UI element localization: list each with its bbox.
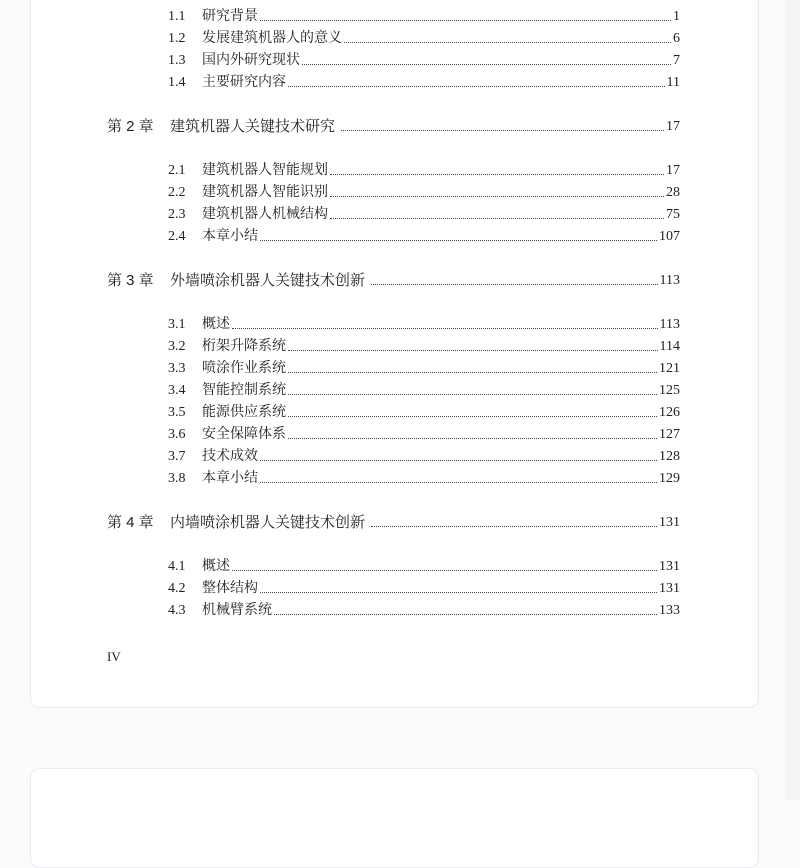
toc-number: 第 4 章 <box>107 514 154 531</box>
toc-number: 3.6 <box>168 427 186 442</box>
toc-page-number: 75 <box>666 207 680 222</box>
leader-dots <box>260 592 657 593</box>
leader-dots <box>288 394 657 395</box>
toc-page-number: 129 <box>659 471 680 486</box>
toc-number: 3.7 <box>168 449 186 464</box>
toc-title: 概述 <box>202 317 230 332</box>
toc-title: 机械臂系统 <box>202 603 272 618</box>
toc-page-number: 28 <box>666 185 680 200</box>
leader-dots <box>330 174 664 175</box>
table-of-contents <box>31 6 758 622</box>
next-document-page <box>30 768 759 868</box>
toc-number: 3.3 <box>168 361 186 376</box>
toc-page-number: 126 <box>659 405 680 420</box>
toc-number: 3.5 <box>168 405 186 420</box>
toc-title: 概述 <box>202 559 230 574</box>
toc-number: 2.2 <box>168 185 186 200</box>
toc-chapter-2[interactable] <box>31 116 680 138</box>
toc-number: 1.4 <box>168 75 186 90</box>
leader-dots <box>288 350 658 351</box>
toc-page-number: 125 <box>659 383 680 398</box>
leader-dots <box>232 570 657 571</box>
toc-number: 2.4 <box>168 229 186 244</box>
toc-title: 本章小结 <box>202 229 258 244</box>
toc-page-number: 131 <box>659 581 680 596</box>
toc-number: 1.2 <box>168 31 186 46</box>
toc-page-number: 114 <box>659 339 680 354</box>
toc-page-number: 128 <box>659 449 680 464</box>
leader-dots <box>288 438 657 439</box>
toc-title: 外墙喷涂机器人关键技术创新 <box>170 272 366 289</box>
toc-number: 3.2 <box>168 339 186 354</box>
leader-dots <box>260 240 657 241</box>
page-folio: IV <box>107 649 121 664</box>
toc-page-number: 127 <box>659 427 680 442</box>
toc-page-number: 121 <box>659 361 680 376</box>
leader-dots <box>260 482 657 483</box>
toc-title: 建筑机器人关键技术研究 <box>170 118 336 135</box>
toc-page-number: 1 <box>673 9 680 24</box>
scrollbar[interactable] <box>785 0 800 800</box>
toc-section-4-1[interactable] <box>31 556 680 578</box>
toc-number: 3.4 <box>168 383 186 398</box>
toc-title: 整体结构 <box>202 581 258 596</box>
leader-dots <box>260 20 671 21</box>
toc-section-3-3[interactable] <box>31 358 680 380</box>
toc-page-number: 17 <box>666 119 680 134</box>
toc-title: 智能控制系统 <box>202 383 286 398</box>
toc-title: 能源供应系统 <box>202 405 286 420</box>
toc-title: 发展建筑机器人的意义 <box>202 31 342 46</box>
toc-page-number: 11 <box>666 75 680 90</box>
toc-page-number: 133 <box>659 603 680 618</box>
toc-title: 内墙喷涂机器人关键技术创新 <box>170 514 366 531</box>
toc-number: 3.1 <box>168 317 186 332</box>
leader-dots <box>288 86 665 87</box>
leader-dots <box>260 460 657 461</box>
toc-title: 研究背景 <box>202 9 258 24</box>
toc-number: 2.1 <box>168 163 186 178</box>
leader-dots <box>371 284 658 285</box>
toc-section-3-5[interactable] <box>31 402 680 424</box>
toc-section-2-3[interactable] <box>31 204 680 226</box>
toc-number: 4.2 <box>168 581 186 596</box>
leader-dots <box>232 328 658 329</box>
toc-number: 3.8 <box>168 471 186 486</box>
toc-section-3-8[interactable] <box>31 468 680 490</box>
toc-number: 4.1 <box>168 559 186 574</box>
leader-dots <box>274 614 657 615</box>
toc-title: 建筑机器人智能规划 <box>202 163 328 178</box>
toc-page-number: 7 <box>673 53 680 68</box>
toc-title: 建筑机器人机械结构 <box>202 207 328 222</box>
toc-section-4-3[interactable] <box>31 600 680 622</box>
toc-page-number: 113 <box>659 317 680 332</box>
toc-number: 4.3 <box>168 603 186 618</box>
leader-dots <box>330 196 664 197</box>
toc-title: 桁架升降系统 <box>202 339 286 354</box>
toc-title: 建筑机器人智能识别 <box>202 185 328 200</box>
toc-section-2-1[interactable] <box>31 160 680 182</box>
toc-page-number: 131 <box>659 515 680 530</box>
toc-section-4-2[interactable] <box>31 578 680 600</box>
toc-page-number: 17 <box>666 163 680 178</box>
toc-section-1-2[interactable] <box>31 28 680 50</box>
toc-section-3-2[interactable] <box>31 336 680 358</box>
toc-number: 第 3 章 <box>107 272 154 289</box>
toc-page-number: 131 <box>659 559 680 574</box>
toc-section-3-6[interactable] <box>31 424 680 446</box>
toc-number: 第 2 章 <box>107 118 154 135</box>
toc-title: 技术成效 <box>202 449 258 464</box>
leader-dots <box>288 416 657 417</box>
toc-section-1-4[interactable] <box>31 72 680 94</box>
leader-dots <box>341 130 664 131</box>
leader-dots <box>330 218 664 219</box>
toc-title: 主要研究内容 <box>202 75 286 90</box>
toc-title: 本章小结 <box>202 471 258 486</box>
toc-section-2-4[interactable] <box>31 226 680 248</box>
toc-title: 国内外研究现状 <box>202 53 300 68</box>
toc-number: 1.3 <box>168 53 186 68</box>
toc-chapter-4[interactable] <box>31 512 680 534</box>
toc-number: 2.3 <box>168 207 186 222</box>
leader-dots <box>371 526 657 527</box>
toc-page-number: 107 <box>659 229 680 244</box>
leader-dots <box>302 64 671 65</box>
toc-section-1-3[interactable] <box>31 50 680 72</box>
leader-dots <box>344 42 671 43</box>
toc-section-1-1[interactable] <box>31 6 680 28</box>
toc-section-3-4[interactable] <box>31 380 680 402</box>
toc-section-3-1[interactable] <box>31 314 680 336</box>
toc-title: 喷涂作业系统 <box>202 361 286 376</box>
toc-section-2-2[interactable] <box>31 182 680 204</box>
toc-page-number: 6 <box>673 31 680 46</box>
toc-section-3-7[interactable] <box>31 446 680 468</box>
toc-number: 1.1 <box>168 9 186 24</box>
toc-title: 安全保障体系 <box>202 427 286 442</box>
document-page <box>30 0 759 708</box>
leader-dots <box>288 372 657 373</box>
toc-chapter-3[interactable] <box>31 270 680 292</box>
toc-page-number: 113 <box>659 273 680 288</box>
